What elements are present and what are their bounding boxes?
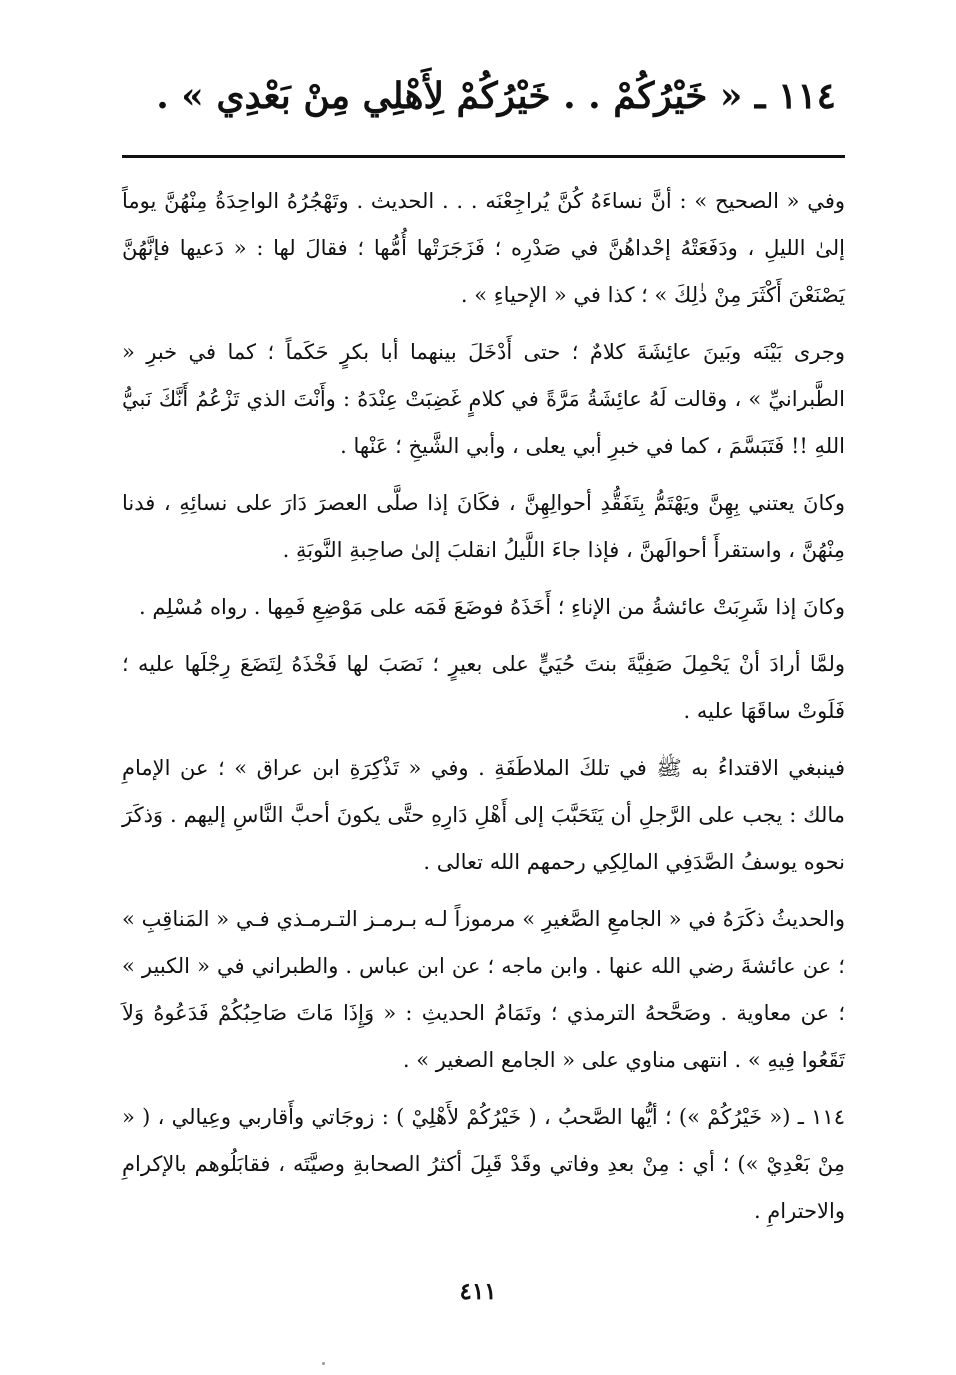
paragraph-drinking-vessel: وكانَ إذا شَرِبَتْ عائشةُ من الإناءِ ؛ أَخَذَهُ فوضَعَ فَمَه على مَوْضِعِ فَمِها . رواه مُسْلِم . xyxy=(139,595,845,619)
paragraph-wives-care: وكانَ يعتني بِهِنَّ ويَهْتَمُّ بِتَفَقُّدِ أحوالِهِنَّ ، فكَانَ إذا صلَّى العصرَ دَارَ على نسائِهِ ، فدنا مِنْهُنَّ ، واستقرأَ أحوالَهنَّ ، فإذا جاءَ اللَّيلُ انقلبَ إلىٰ صاحِبةِ النَّوبَةِ . xyxy=(122,491,845,562)
paragraph-sahih: وفي « الصحيح » : أنَّ نساءَهُ كُنَّ يُراجِعْنَه . . . الحديث . وتَهْجُرُهُ الواحِدَةُ مِنْهُنَّ يوماً إلىٰ الليلِ ، ودَفَعَتْهُ إحْداهُنَّ في صَدْرِه ؛ فَزَجَرَتْها أُمُّها ؛ فقالَ لها : « دَعيها فإنَّهُنَّ يَصْنَعْنَ أَكْثَرَ مِنْ ذٰلِكَ » ؛ كذا في « الإحياءِ » . xyxy=(122,189,845,307)
body-text xyxy=(122,178,845,1235)
hadith-heading: ١١٤ ـ « خَيْرُكُمْ . . خَيْرُكُمْ لِأَهْلِي مِنْ بَعْدِي » . xyxy=(156,75,836,117)
paragraph-safiyya: ولمَّا أرادَ أنْ يَحْمِلَ صَفِيَّةَ بنتَ حُيَيٍّ على بعيرٍ ؛ نَصَبَ لها فَخْذَهُ لِتَضَعَ رِجْلَها عليه ؛ فَلَوتْ ساقَهَا عليه . xyxy=(122,652,845,723)
paragraph-aisha-dispute: وجرى بَيْنَه وبَينَ عائِشَةَ كلامٌ ؛ حتى أَدْخَلَ بينهما أبا بكرٍ حَكَماً ؛ كما في خبرِ « الطَّبرانيِّ » ، وقالت لَهُ عائِشَةُ مَرَّةً في كلامٍ غَضِبَتْ عِنْدَهُ : وأَنْتَ الذي تَزْعُمُ أَنَّكَ نَبيُّ اللهِ !! فَتَبَسَّمَ ، كما في خبرِ أبي يعلى ، وأبي الشَّيخِ ؛ عَنْها . xyxy=(122,340,845,458)
header-rule xyxy=(122,155,845,158)
paragraph-commentary-114: ١١٤ ـ (« خَيْرُكُمْ ») ؛ أيُّها الصَّحبُ ، ( خَيْرُكُمْ لأَهْلِيْ ) : زوجَاتي وأَقاربي وعِيالي ، ( « مِنْ بَعْدِيْ ») ؛ أي : مِنْ بعدِ وفاتي وقَدْ قَبِلَ أكثرُ الصحابةِ وصيَّتَه ، فقابَلُوهم بالإكرامِ والاحترامِ . xyxy=(122,1105,845,1223)
paragraph-jami-saghir: والحديثُ ذكَرَهُ في « الجامعِ الصَّغيرِ » مرموزاً لـه بـرمـز التـرمـذي فـي « المَناقِبِ » ؛ عن عائشةَ رضي الله عنها . وابن ماجه ؛ عن ابن عباس . والطبراني في « الكبير » ؛ عن معاوية . وصَحَّحهُ الترمذي ؛ وتَمَامُ الحديثِ : « وَإِذَا مَاتَ صَاحِبُكُمْ فَدَعُوهُ وَلاَ تَقَعُوا فِيهِ » . انتهى مناوي على « الجامع الصغير » . xyxy=(122,907,845,1072)
paragraph-imitation: فينبغي الاقتداءُ به ﷺ في تلكَ الملاطَفَةِ . وفي « تَذْكِرَةِ ابن عراق » ؛ عن الإمامِ مالك : يجب على الرَّجلِ أن يَتَحَبَّبَ إلى أَهْلِ دَارِهِ حتَّى يكونَ أحبَّ النَّاسِ إليهم . وَذكَرَ نحوه يوسفُ الصَّدَفِي المالِكِي رحمهم الله تعالى . xyxy=(122,756,845,874)
page-number: ٤١١ xyxy=(459,1278,497,1305)
scan-speck xyxy=(322,1362,325,1365)
